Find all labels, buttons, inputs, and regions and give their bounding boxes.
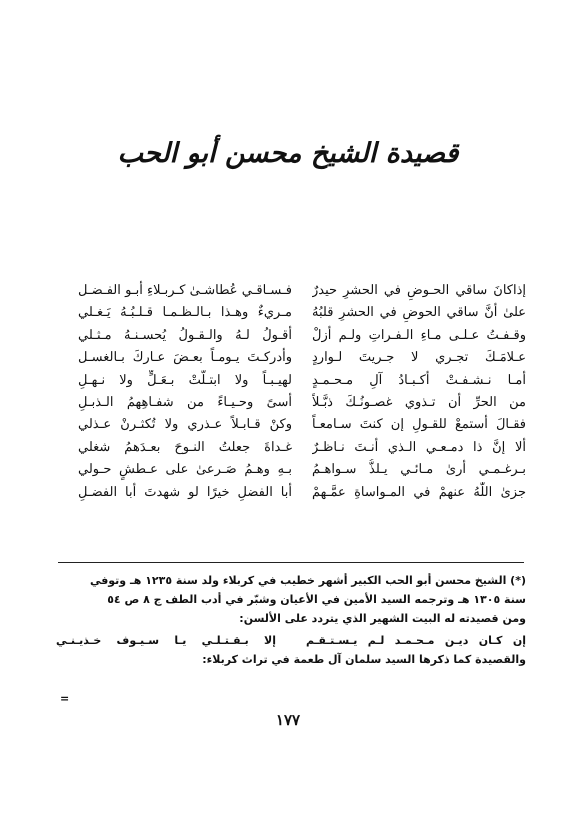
verse-row [78, 370, 526, 392]
verse-row [78, 437, 526, 459]
page-number: ١٧٧ [275, 711, 301, 729]
verse-first-hemistich: من الحرِّ أن تـذوي غصـونُـكَ ذبَّـلاً [312, 394, 526, 410]
verse-first-hemistich: علىٰ أنَّ ساقي الحوضِ في الحشرِ قلبُهُ [312, 305, 526, 321]
footnote-line: ومن قصيدته له البيت الشهير الذي يتردد على الألسن: [239, 612, 526, 625]
verse-row [78, 302, 526, 324]
footnote-divider [58, 562, 524, 563]
verse-first-hemistich: عـلامَـكَ تجـري لا جـريتَ لـواردٍ [312, 350, 526, 366]
verse-second-hemistich: غـداةَ جعلتُ النـوحَ بعـدَهمُ شغلي [78, 439, 292, 455]
footnote [56, 571, 526, 669]
verse-row [78, 347, 526, 369]
verse-second-hemistich: مـريءٌ وهـذا بـالـظـمـا قـلـبُـهُ يَـغـلي [78, 305, 292, 321]
verse-row [78, 414, 526, 436]
poem-body [78, 280, 526, 504]
verse-row [78, 325, 526, 347]
verse-first-hemistich: أمـا نـشـفـتْ أكـبـادُ آلِ مـحـمـدٍ [312, 372, 526, 388]
verse-second-hemistich: فـسـاقـي عُطاشـىٰ كـربـلاءِ أبـو الفـضـل [78, 283, 292, 298]
footnote-line: (*) الشيخ محسن أبو الحب الكبير أشهر خطيب في كربلاء ولد سنة ١٢٣٥ هـ وتوفي [89, 574, 526, 587]
verse-row [78, 482, 526, 504]
verse-row [78, 459, 526, 481]
verse-first-hemistich: ألا إنَّ ذا دمـعـي الـذي أنـتَ نـاظـرٌ [312, 439, 526, 455]
verse-first-hemistich: جزىٰ اللّٰهُ عنهمْ في المـواساةِ عمَّـهمْ [312, 484, 526, 500]
verse-second-hemistich: أقـولُ لـهُ والـقـولُ يُحسـنـهُ مـثـلي [78, 327, 292, 343]
footnote-line: والقصيدة كما ذكرها السيد سلمان آل طعمة في تراث كربلاء: [202, 653, 526, 666]
poem-title: قصيدة الشيخ محسن أبو الحب [117, 138, 459, 169]
footnote-verse [56, 628, 526, 650]
verse-row [78, 392, 526, 414]
verse-first-hemistich: إذاكانَ ساقي الحـوضِ في الحشرِ حيدرٌ [312, 283, 526, 298]
verse-second-hemistich: وكنْ قـابـلاً عـذري ولا تُكثـرنْ عـذلي [78, 417, 292, 433]
verse-row [78, 280, 526, 302]
verse-second-hemistich: بـهِ وهـمُ صَـرعىٰ على عـطشٍ حـولي [78, 462, 292, 478]
verse-second-hemistich: أسىً وحـيـاءً من شفـاهِهمُ الـذبـلِ [78, 394, 292, 410]
verse-second-hemistich: وأدركـتَ يـومـاً بعـضَ عـاركَ بـالغسـل [78, 350, 292, 366]
continuation-mark: = [60, 692, 70, 705]
verse-first-hemistich: فقـالَ أستمعْ للقـولِ إن كنتَ سـامعـاً [312, 417, 526, 433]
footnote-line: سنة ١٣٠٥ هـ وترجمه السيد الأمين في الأعيان وشبّر في أدب الطف ج ٨ ص ٥٤ [107, 593, 526, 606]
verse-first-hemistich: بـرغـمـي أرىٰ مـائـي يـلذُّ سـواهـمُ [312, 462, 526, 478]
footnote-verse-second-hemistich: إلا بـقـتـلـي يـا سـيـوف خـذيـنـي [56, 634, 276, 647]
verse-second-hemistich: لهيـبـاً ولا ابتـلَّتْ بـعَـلٍّ ولا نـهـلِ [78, 372, 292, 388]
footnote-verse-first-hemistich: إن كـان ديـن مـحـمـد لـم يـسـتـقـم [306, 634, 526, 647]
verse-second-hemistich: أبا الفضلِ خيرًا لو شهدتَ أبا الفضـلِ [78, 484, 292, 500]
verse-first-hemistich: وقـفـتُ عـلـى مـاءِ الـفـراتِ ولـم أزلْ [312, 327, 526, 343]
